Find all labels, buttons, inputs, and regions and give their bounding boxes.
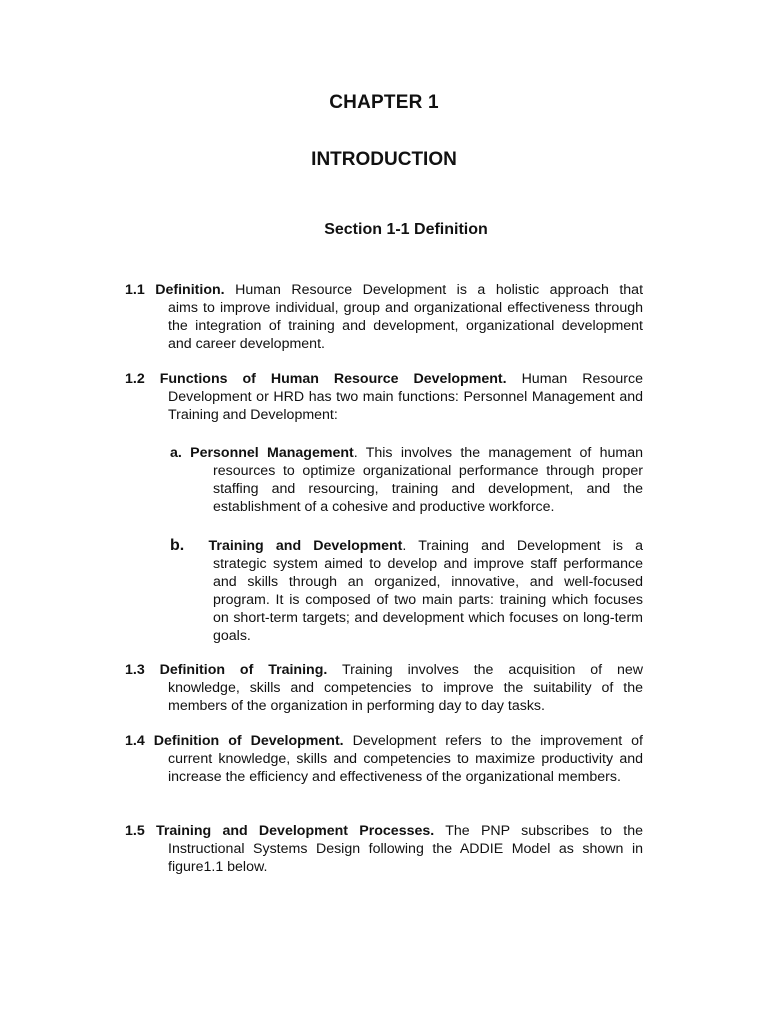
paragraph-heading: Definition.: [155, 282, 225, 298]
chapter-heading: CHAPTER 1: [329, 92, 439, 113]
paragraph-first-line: [125, 661, 643, 679]
paragraph-body: aims to improve individual, group and organizational effectiveness through the integration of training and development, organizational development and career development.: [168, 300, 643, 352]
subparagraph-b: [170, 537, 643, 645]
paragraph-number: 1.4: [125, 733, 145, 749]
paragraph-heading: Definition of Development.: [153, 733, 344, 749]
paragraph-lead-text: The PNP subscribes to the: [445, 823, 644, 839]
paragraph-number: 1.1: [125, 282, 145, 298]
paragraph-number: 1.5: [125, 823, 145, 839]
section-heading: Section 1-1 Definition: [324, 221, 488, 238]
subparagraph-first-line: [170, 444, 643, 462]
paragraph-lead-text: Development refers to the improvement of: [352, 733, 644, 749]
subparagraph-a: [170, 444, 643, 516]
paragraph-heading: Functions of Human Resource Development.: [159, 371, 507, 387]
paragraph-heading: Training and Development Processes.: [156, 823, 435, 839]
paragraph-1-4: [125, 732, 643, 786]
paragraph-first-line: [125, 370, 643, 388]
paragraph-lead-text: Training involves the acquisition of new: [341, 662, 643, 678]
paragraph-heading: Definition of Training.: [159, 662, 328, 678]
paragraph-number: 1.2: [125, 371, 145, 387]
paragraph-body: Instructional Systems Design following the ADDIE Model as shown in figure1.1 below.: [168, 841, 643, 875]
paragraph-first-line: [125, 281, 643, 299]
paragraph-first-line: [125, 822, 643, 840]
chapter-title: INTRODUCTION: [311, 149, 457, 170]
paragraph-body: knowledge, skills and competencies to improve the suitability of the members of the organization in performing day to day tasks.: [168, 680, 643, 714]
subparagraph-body: resources to optimize organizational performance through proper staffing and resourcing, training and development, and the establishment of a cohesive and productive workforce.: [213, 463, 643, 515]
paragraph-number: 1.3: [125, 662, 145, 678]
subparagraph-heading: Personnel Management: [190, 445, 354, 461]
subparagraph-heading: Training and Development: [208, 538, 403, 554]
subparagraph-first-line: [170, 537, 643, 555]
paragraph-1-1: [125, 281, 643, 353]
paragraph-1-3: [125, 661, 643, 715]
paragraph-1-2: [125, 370, 643, 424]
paragraph-lead-text: Human Resource Development is a holistic approach that: [235, 282, 644, 298]
subparagraph-body: strategic system aimed to develop and improve staff performance and skills through an organized, innovative, and well-focused program. It is composed of two main parts: training which focuses on short-term targets; and development which focuses on long-term goals.: [213, 556, 643, 644]
paragraph-body: current knowledge, skills and competencies to maximize productivity and increase the efficiency and effectiveness of the organizational members.: [168, 751, 643, 785]
subparagraph-lead-text: . Training and Development is a: [402, 538, 643, 554]
subparagraph-letter: b.: [170, 537, 185, 554]
paragraph-1-5: [125, 822, 643, 876]
paragraph-first-line: [125, 732, 643, 750]
subparagraph-letter: a.: [170, 445, 182, 461]
paragraph-body: Development or HRD has two main functions: Personnel Management and Training and Development:: [168, 389, 643, 423]
subparagraph-lead-text: . This involves the management of human: [353, 445, 643, 461]
paragraph-lead-text: Human Resource: [521, 371, 643, 387]
